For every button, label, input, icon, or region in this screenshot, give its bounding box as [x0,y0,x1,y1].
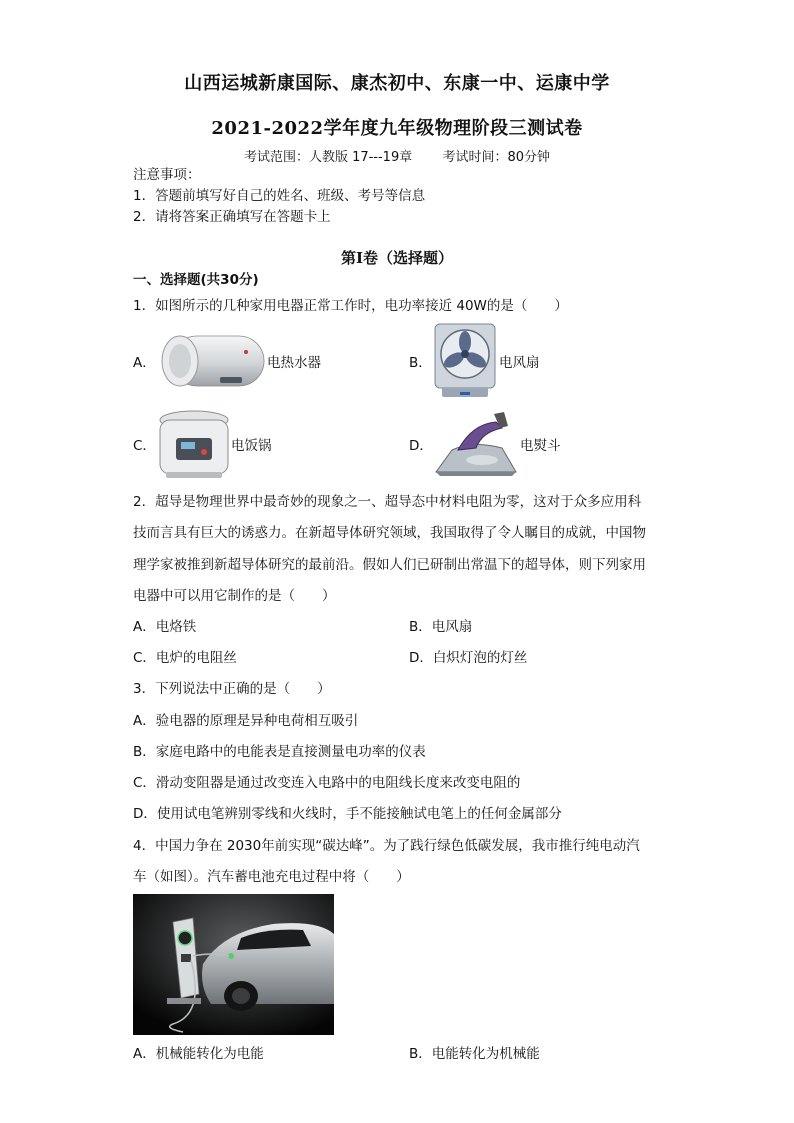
notes-heading: 注意事项： [133,167,201,183]
volume-title: 第I卷（选择题） [340,249,454,267]
water-heater-image [158,330,268,394]
question-2-stem-line-3: 理学家被推到新超导体研究的最前沿。假如人们已研制出常温下的超导体，则下列家用 [133,557,646,573]
q1-option-a-label: 电热水器 [267,355,321,371]
q1-option-d-label: 电熨斗 [520,438,561,454]
question-2-stem-line-4: 电器中可以用它制作的是（ ） [133,588,336,604]
q3-option-a: A．验电器的原理是异种电荷相互吸引 [133,713,359,729]
exam-meta [0,146,794,165]
q2-option-c: C．电炉的电阻丝 [133,650,237,666]
q4-option-b: B．电能转化为机械能 [409,1046,540,1062]
q2-option-a: A．电烙铁 [133,619,197,635]
q3-option-b: B．家庭电路中的电能表是直接测量电功率的仪表 [133,744,426,760]
question-3-stem: 3．下列说法中正确的是（ ） [133,681,331,697]
q1-option-c-letter: C． [133,438,156,454]
q2-option-b: B．电风扇 [409,619,473,635]
q1-option-b-label: 电风扇 [499,355,540,371]
section-title: 一、选择题(共30分) [133,272,259,288]
exam-range: 考试范围：人教版 17---19章 [243,150,413,165]
notes-item-1: 1．答题前填写好自己的姓名、班级、考号等信息 [133,188,426,204]
question-4-stem-line-1: 4．中国力争在 2030年前实现“碳达峰”。为了践行绿色低碳发展，我市推行纯电动汽 [133,838,640,854]
q2-option-d: D．白炽灯泡的灯丝 [409,650,528,666]
exam-title-line1: 山西运城新康国际、康杰初中、东康一中、运康中学 [184,73,610,94]
q1-option-a-letter: A． [133,355,156,371]
electric-fan-image [432,322,498,400]
exam-title-line2: 2021-2022学年度九年级物理阶段三测试卷 [211,118,583,139]
q1-option-d-letter: D． [409,438,433,454]
ev-charging-photo [133,894,334,1035]
exam-time: 考试时间：80分钟 [442,150,551,165]
q4-option-a: A．机械能转化为电能 [133,1046,264,1062]
q1-option-c-label: 电饭锅 [231,438,272,454]
question-2-stem-line-1: 2．超导是物理世界中最奇妙的现象之一、超导态中材料电阻为零，这对于众多应用科 [133,494,642,510]
rice-cooker-image [156,408,232,482]
question-4-stem-line-2: 车（如图）。汽车蓄电池充电过程中将（ ） [133,869,410,885]
notes-item-2: 2．请将答案正确填写在答题卡上 [133,209,331,225]
q1-option-b-letter: B． [409,355,432,371]
question-2-stem-line-2: 技而言具有巨大的诱惑力。在新超导体研究领域，我国取得了令人瞩目的成就，中国物 [133,525,646,541]
electric-iron-image [432,410,520,480]
q3-option-c: C．滑动变阻器是通过改变连入电路中的电阻线长度来改变电阻的 [133,775,521,791]
question-1-stem: 1．如图所示的几种家用电器正常工作时，电功率接近 40W的是（ ） [133,298,568,314]
q3-option-d: D．使用试电笔辨别零线和火线时，手不能接触试电笔上的任何金属部分 [133,806,562,822]
